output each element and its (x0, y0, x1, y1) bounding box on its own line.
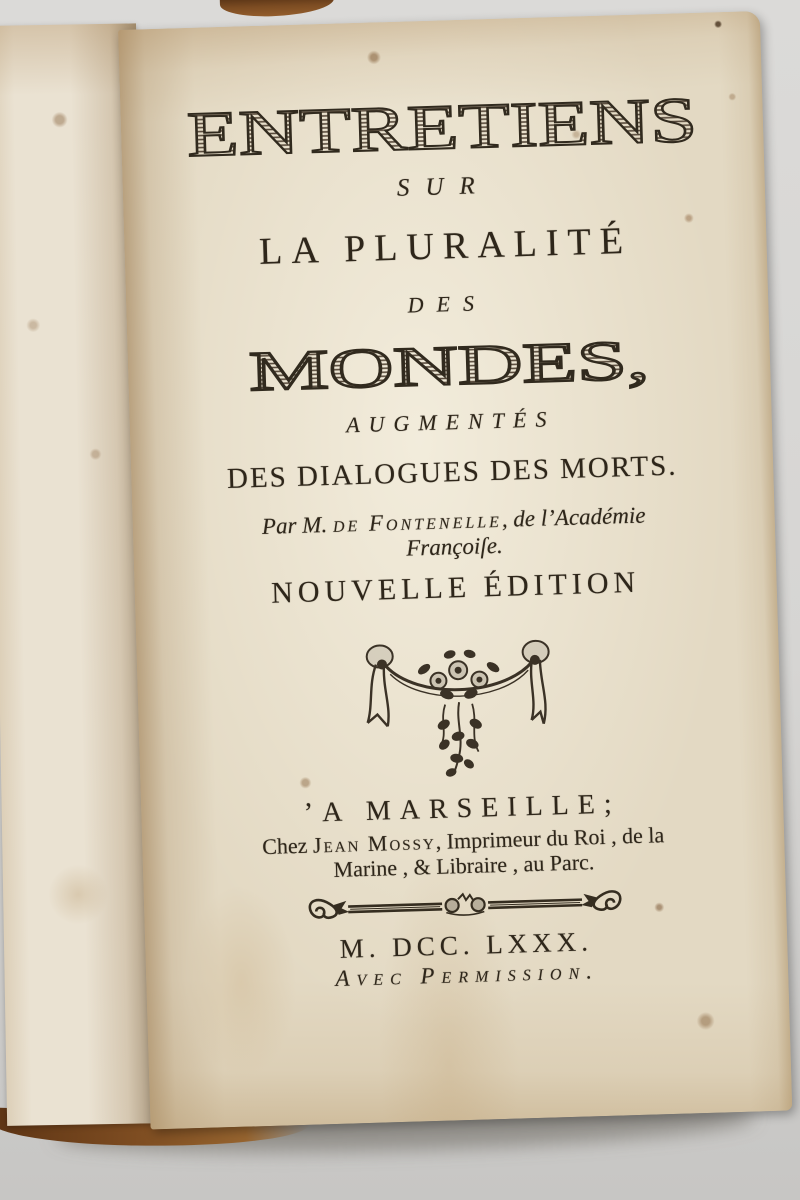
imprint-publisher (262, 822, 665, 884)
publisher-suffix: , Imprimeur du Roi , de la (435, 822, 665, 854)
floral-garland-ornament-icon (345, 629, 574, 786)
title-page (118, 11, 792, 1130)
title-mondes-text: MONDES, (248, 333, 501, 404)
leather-binding-top (220, 0, 335, 18)
byline-suffix: , de l’Académie (501, 502, 646, 532)
main-title-text: ENTRETIENS (186, 87, 576, 170)
publisher-line2: Marine , & Libraire , au Parc. (333, 849, 595, 882)
decorative-rule-icon (300, 881, 631, 931)
edition-line: NOUVELLE ÉDITION (270, 565, 641, 610)
byline-prefix: Par M. (261, 512, 328, 539)
title-augmentes: AUGMENTÉS (345, 406, 556, 438)
author-name: de Fontenelle (332, 506, 503, 537)
permission-line: Avec Permission. (335, 958, 600, 991)
date-roman-numerals: M. DCC. LXXX. (339, 926, 594, 964)
imprint-city: ’A MARSEILLE; (303, 788, 622, 829)
byline-line2: Françoiſe. (405, 532, 504, 561)
title-des: DES (407, 290, 488, 318)
title-sur: SUR (396, 172, 492, 202)
title-mondes-engraved (228, 326, 670, 405)
title-dialogues: DES DIALOGUES DES MORTS. (226, 449, 678, 495)
publisher-prefix: Chez (261, 832, 308, 860)
title-pluralite: LA PLURALITÉ (258, 219, 633, 273)
main-title-engraved (161, 74, 723, 177)
publisher-name: Jean Mossy (312, 828, 437, 858)
byline (262, 503, 647, 566)
